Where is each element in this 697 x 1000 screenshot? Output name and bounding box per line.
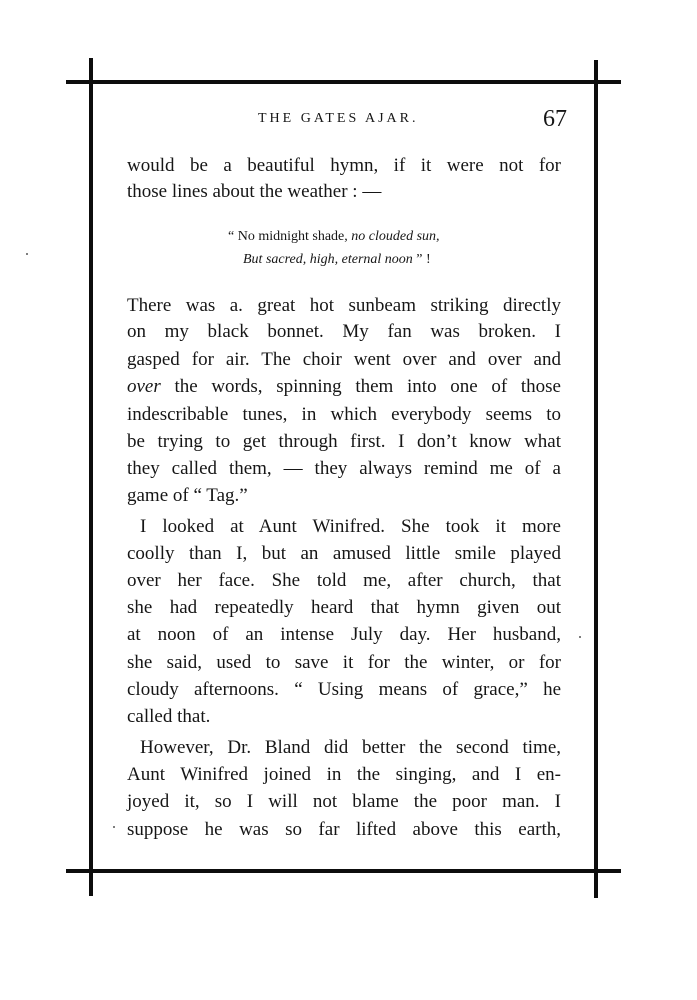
text-line: they called them, — they always remind me of a [127,458,561,479]
ink-speck [113,826,115,828]
running-title: THE GATES AJAR. [258,111,419,126]
text-line: joyed it, so I will not blame the poor man. I [127,791,561,812]
text-line: she said, used to save it for the winter, or for [127,652,561,673]
text-line: she had repeatedly heard that hymn given out [127,597,561,618]
text-line: There was a. great hot sunbeam striking directly [127,295,561,316]
text-line: be trying to get through first. I don’t know what [127,431,561,452]
ink-speck [579,636,581,638]
text-line: would be a beautiful hymn, if it were not for [127,155,561,176]
text-line: Aunt Winifred joined in the singing, and I en- [127,764,561,785]
bottom-border-rule [66,869,621,873]
top-border-rule [66,80,621,84]
text-line: called that. [127,706,211,727]
text-line: coolly than I, but an amused little smile played [127,543,561,564]
text-line: indescribable tunes, in which everybody seems to [127,404,561,425]
text-line: suppose he was so far lifted above this earth, [127,819,561,840]
text-line: on my black bonnet. My fan was broken. I [127,321,561,342]
text-line: cloudy afternoons. “ Using means of grace,” he [127,679,561,700]
text-line: game of “ Tag.” [127,485,248,506]
ink-speck [26,253,28,255]
page-number: 67 [543,106,567,132]
text-line: at noon of an intense July day. Her husband, [127,624,561,645]
text-line: those lines about the weather : — [127,181,382,202]
text-line: gasped for air. The choir went over and over and [127,349,561,370]
text-line: over her face. She told me, after church, that [127,570,561,591]
hymn-quote-line: But sacred, high, eternal noon ” ! [243,252,431,267]
text-line: I looked at Aunt Winifred. She took it more [140,516,561,537]
text-line: over the words, spinning them into one of those [127,376,561,397]
text-line: However, Dr. Bland did better the second time, [140,737,561,758]
hymn-quote-line: “ No midnight shade, no clouded sun, [228,229,440,244]
left-border-rule [89,58,93,896]
right-border-rule [594,60,598,898]
